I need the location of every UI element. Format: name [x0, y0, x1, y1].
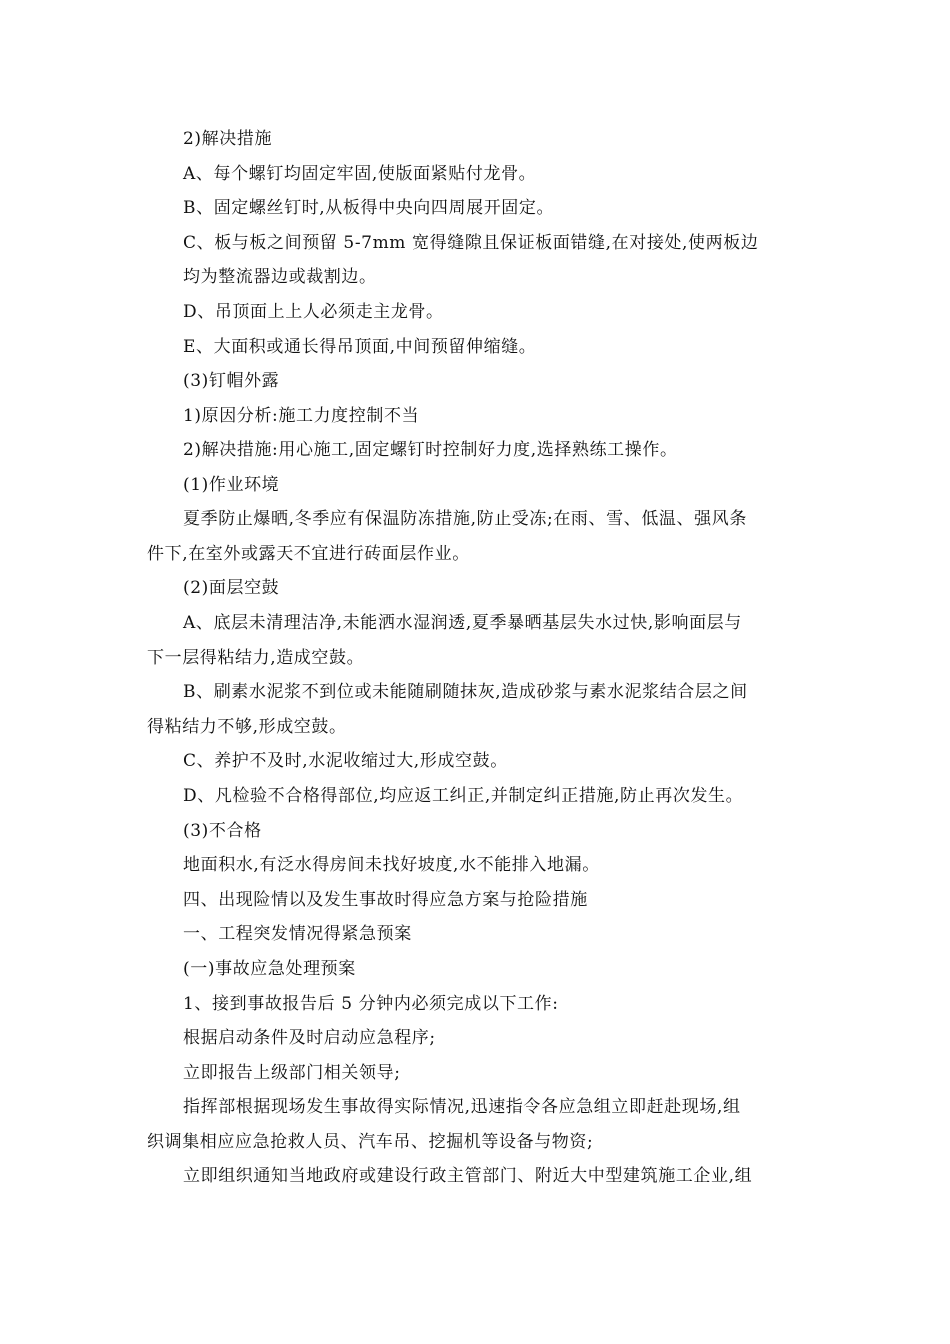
text-line: 1)原因分析:施工力度控制不当	[183, 406, 420, 426]
text-line: 夏季防止爆晒,冬季应有保温防冻措施,防止受冻;在雨、雪、低温、强风条	[183, 509, 747, 529]
text-line: C、板与板之间预留 5-7mm 宽得缝隙且保证板面错缝,在对接处,使两板边	[183, 233, 759, 253]
section-heading: 一、工程突发情况得紧急预案	[183, 924, 412, 944]
section-heading: (3)不合格	[183, 821, 262, 841]
section-heading: 四、出现险情以及发生事故时得应急方案与抢险措施	[183, 890, 588, 910]
section-heading: (1)作业环境	[183, 475, 280, 495]
text-line: D、吊顶面上上人必须走主龙骨。	[183, 302, 444, 322]
text-line: 2)解决措施	[183, 129, 273, 149]
text-line: 2)解决措施:用心施工,固定螺钉时控制好力度,选择熟练工操作。	[183, 440, 678, 460]
text-line: 下一层得粘结力,造成空鼓。	[147, 648, 365, 668]
text-line: 指挥部根据现场发生事故得实际情况,迅速指令各应急组立即赶赴现场,组	[183, 1097, 741, 1117]
text-line: 根据启动条件及时启动应急程序;	[183, 1028, 436, 1048]
text-line: 件下,在室外或露天不宜进行砖面层作业。	[147, 544, 470, 564]
section-heading: (2)面层空鼓	[183, 578, 280, 598]
text-line: A、每个螺钉均固定牢固,使版面紧贴付龙骨。	[183, 164, 537, 184]
section-heading: (一)事故应急处理预案	[183, 959, 356, 979]
text-line: D、凡检验不合格得部位,均应返工纠正,并制定纠正措施,防止再次发生。	[183, 786, 744, 806]
text-line: 均为整流器边或裁割边。	[183, 267, 377, 287]
section-heading: (3)钉帽外露	[183, 371, 280, 391]
text-line: 地面积水,有泛水得房间未找好坡度,水不能排入地漏。	[183, 855, 600, 875]
text-line: B、刷素水泥浆不到位或未能随刷随抹灰,造成砂浆与素水泥浆结合层之间	[183, 682, 748, 702]
text-line: C、养护不及时,水泥收缩过大,形成空鼓。	[183, 751, 508, 771]
text-line: B、固定螺丝钉时,从板得中央向四周展开固定。	[183, 198, 555, 218]
text-line: 得粘结力不够,形成空鼓。	[147, 717, 347, 737]
text-line: 立即报告上级部门相关领导;	[183, 1063, 401, 1083]
text-line: E、大面积或通长得吊顶面,中间预留伸缩缝。	[183, 337, 537, 357]
text-line: 织调集相应应急抢救人员、汽车吊、挖掘机等设备与物资;	[147, 1132, 594, 1152]
text-line: 立即组织通知当地政府或建设行政主管部门、附近大中型建筑施工企业,组	[183, 1166, 753, 1186]
text-line: 1、接到事故报告后 5 分钟内必须完成以下工作:	[183, 994, 559, 1014]
text-line: A、底层未清理洁净,未能洒水湿润透,夏季暴晒基层失水过快,影响面层与	[183, 613, 742, 633]
